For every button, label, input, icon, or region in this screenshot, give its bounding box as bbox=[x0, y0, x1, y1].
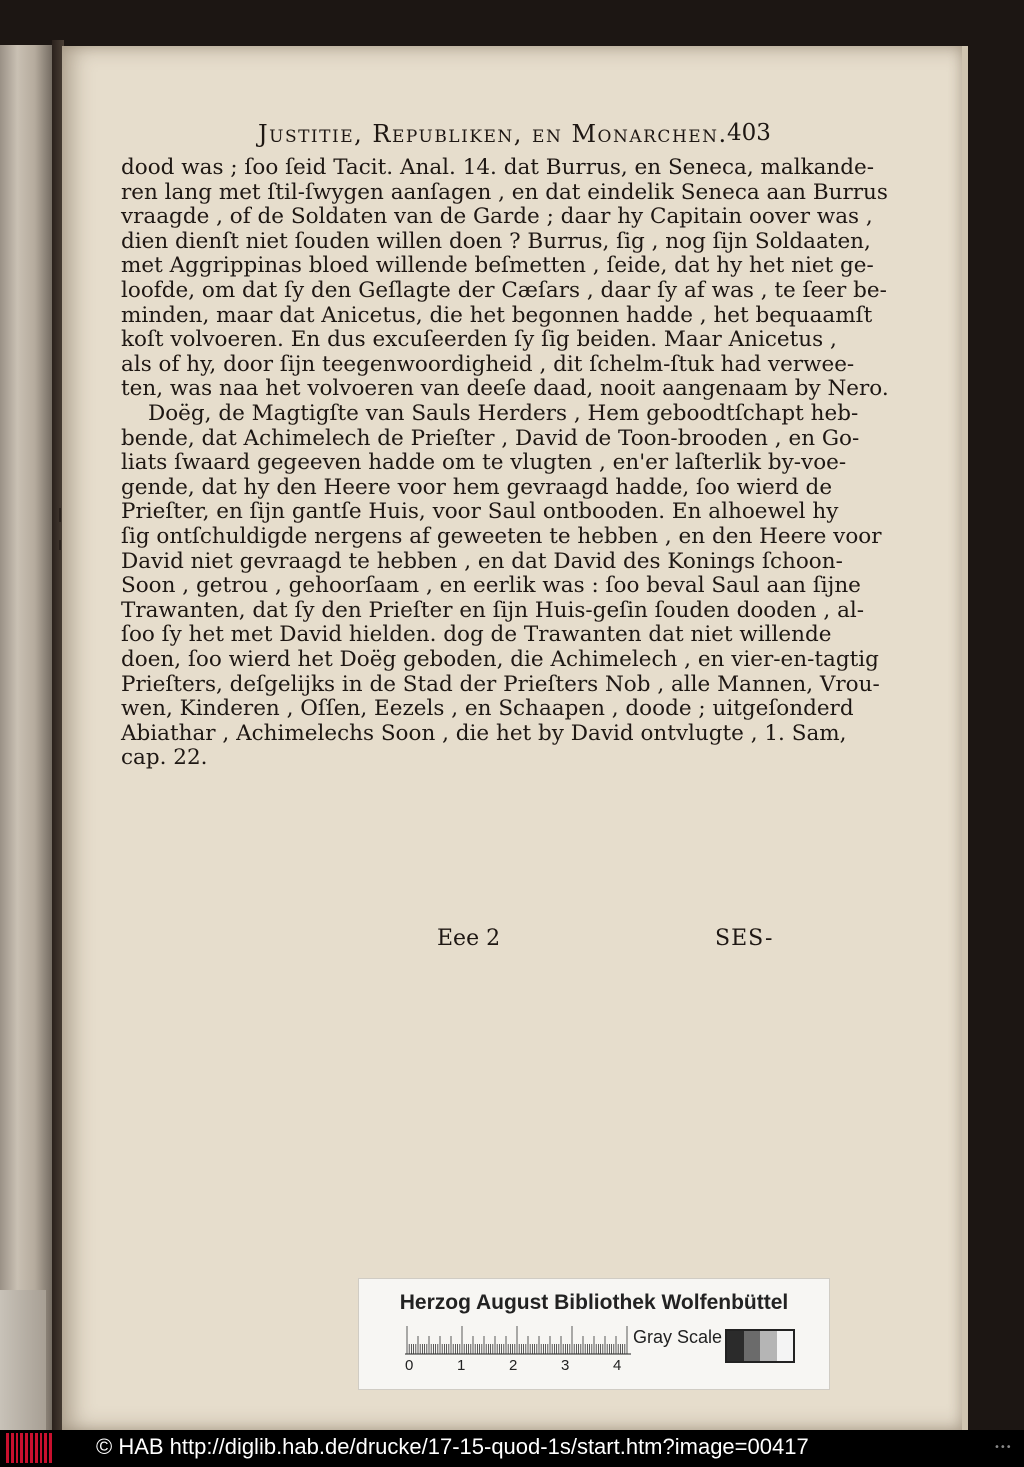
text-line: Prieſters, deſgelijks in de Stad der Prieſters Nob , alle Mannen, Vrou- bbox=[121, 671, 880, 697]
text-line: dien dienſt niet ſouden willen doen ? Burrus, ſig , nog ſijn Soldaaten, bbox=[121, 228, 871, 254]
text-line: als of hy, door ſijn teegenwoordigheid , dit ſchelm-ſtuk had verwee- bbox=[121, 351, 855, 377]
margin-mark bbox=[59, 508, 61, 522]
text-line: Prieſter, en ſijn gantſe Huis, voor Saul ontbooden. En alhoewel hy bbox=[121, 499, 839, 525]
text-line: bende, dat Achimelech de Prieſter , David de Toon-brooden , en Go- bbox=[121, 425, 860, 451]
text-line: wen, Kinderen , Oſſen, Eezels , en Schaapen , doode ; uitgeſonderd bbox=[121, 696, 854, 722]
gray-scale-patches bbox=[725, 1329, 795, 1363]
ruler-number: 1 bbox=[457, 1357, 466, 1374]
text-line: ren lang met ſtil-ſwygen aanſagen , en dat eindelik Seneca aan Burrus bbox=[121, 179, 888, 205]
hab-logo-icon bbox=[6, 1433, 52, 1463]
more-options-icon[interactable]: ••• bbox=[994, 1442, 1012, 1453]
text-line: koſt volvoeren. En dus excuſeerden ſy ſig beiden. Maar Anicetus , bbox=[121, 327, 837, 353]
margin-mark bbox=[59, 540, 61, 550]
text-line: David niet gevraagd te hebben , en dat David des Konings ſchoon- bbox=[121, 548, 843, 574]
text-line: Abiathar , Achimelechs Soon , die het by David ontvlugte , 1. Sam, bbox=[121, 720, 847, 746]
text-line: dood was ; ſoo ſeid Tacit. Anal. 14. dat Burrus, en Seneca, malkande- bbox=[121, 155, 875, 180]
text-line: ten, was naa het volvoeren van deeſe daad, nooit aangenaam by Nero. bbox=[121, 376, 889, 402]
source-url[interactable]: © HAB http://diglib.hab.de/drucke/17-15-quod-1s/start.htm?image=00417 bbox=[96, 1434, 809, 1459]
page-edge bbox=[962, 46, 968, 1430]
ruler-number: 4 bbox=[613, 1357, 622, 1374]
ruler-number: 3 bbox=[561, 1357, 570, 1374]
text-line: vraagde , of de Soldaten van de Garde ; daar hy Capitain oover was , bbox=[121, 204, 873, 230]
text-line: Trawanten, dat ſy den Prieſter en ſijn Huis-geſin ſouden dooden , al- bbox=[121, 597, 865, 623]
catchword: SES- bbox=[715, 926, 774, 951]
page-number: 403 bbox=[727, 120, 771, 146]
ruler-number: 0 bbox=[405, 1357, 414, 1374]
text-line: ſig ontſchuldigde nergens af geweeten te hebben , en den Heere voor bbox=[121, 524, 882, 549]
text-line: liats ſwaard gegeeven hadde om te vlugten , en'er laſterlik by-voe- bbox=[121, 450, 847, 476]
gray-scale-label: Gray Scale bbox=[633, 1327, 723, 1347]
library-name: Herzog August Bibliothek Wolfenbüttel bbox=[399, 1291, 789, 1314]
text-line: Soon , getrou , gehoorſaam , en eerlik was : ſoo beval Saul aan ſijne bbox=[121, 573, 861, 599]
left-page-fore-edge bbox=[0, 45, 58, 1430]
ruler-number: 2 bbox=[509, 1357, 518, 1374]
text-line: ſoo ſy het met David hielden. dog de Trawanten dat niet willende bbox=[121, 622, 832, 648]
text-line: Doëg, de Magtigſte van Sauls Herders , Hem geboodtſchapt heb- bbox=[148, 401, 859, 426]
text-line: met Aggrippinas bloed willende beſmetten , ſeide, dat hy het niet ge- bbox=[121, 253, 874, 279]
signature-mark: Eee 2 bbox=[437, 926, 501, 951]
text-line: loofde, om dat ſy den Geſlagte der Cæſars , daar ſy af was , te ſeer be- bbox=[121, 278, 887, 303]
text-line: gende, dat hy den Heere voor hem gevraagd hadde, ſoo wierd de bbox=[121, 474, 833, 500]
ruler-scale bbox=[405, 1325, 631, 1355]
text-line: cap. 22. bbox=[121, 745, 208, 771]
text-line: doen, ſoo wierd het Doëg geboden, die Achimelech , en vier-en-tagtig bbox=[121, 647, 879, 672]
text-line: minden, maar dat Anicetus, die het begonnen hadde , het bequaamſt bbox=[121, 302, 873, 328]
running-head: Justitie, Republiken, en Monarchen. bbox=[258, 120, 728, 148]
library-color-scale-card bbox=[358, 1278, 830, 1390]
left-page-fore-edge-lower bbox=[0, 1290, 46, 1430]
